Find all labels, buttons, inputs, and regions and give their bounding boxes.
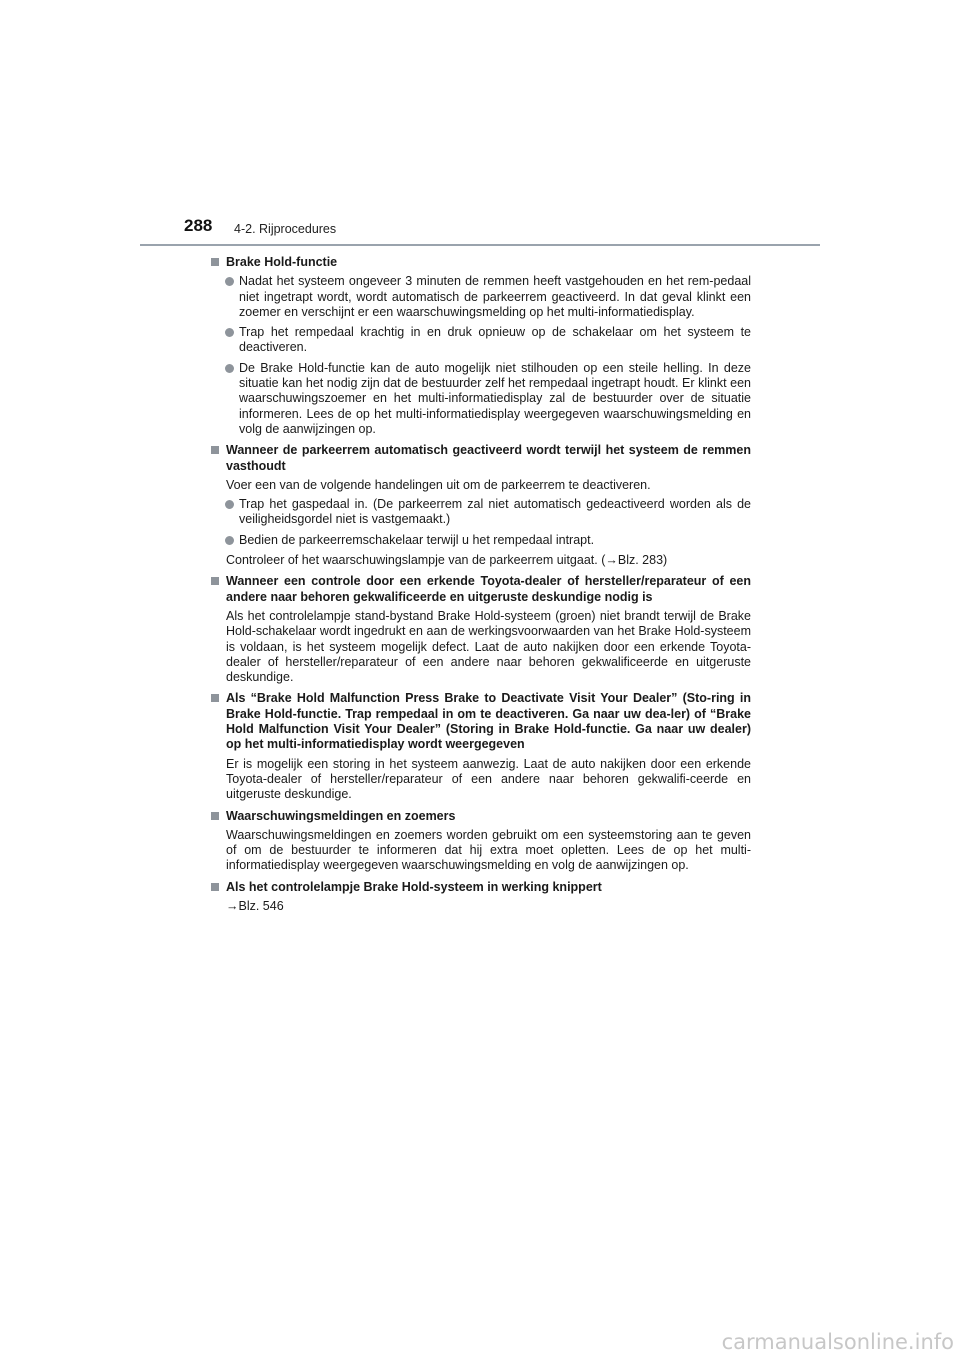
bullet-item: Trap het gaspedaal in. (De parkeerrem zal niet automatisch gedeactiveerd worden als de veiligheidsgordel niet is vastgemaakt.) — [211, 497, 751, 528]
square-bullet-icon — [211, 883, 219, 891]
page-reference[interactable]: Blz. 283) — [617, 553, 668, 568]
section-malfunction-message — [211, 691, 751, 802]
section-indicator-blinking — [211, 880, 751, 915]
square-bullet-icon — [211, 258, 219, 266]
watermark: carmanualsonline.info — [721, 1330, 954, 1354]
section-heading: Wanneer een controle door een erkende Toyota-dealer of hersteller/reparateur of een andere naar behoren gekwalificeerde en uitgeruste deskundige nodig is — [211, 574, 751, 605]
section-dealer-check — [211, 574, 751, 685]
main-content — [211, 255, 751, 920]
bullet-item: Trap het rempedaal krachtig in en druk opnieuw op de schakelaar om het systeem te deactiveren. — [211, 325, 751, 356]
circle-bullet-icon — [225, 364, 234, 373]
section-title: 4-2. Rijprocedures — [234, 222, 337, 236]
header-rule — [140, 244, 820, 246]
page-number: 288 — [184, 216, 213, 235]
square-bullet-icon — [211, 812, 219, 820]
page-header — [184, 216, 820, 246]
paragraph: Voer een van de volgende handelingen uit om de parkeerrem te deactiveren. — [226, 477, 651, 492]
section-parking-brake — [211, 443, 751, 568]
circle-bullet-icon — [225, 536, 234, 545]
paragraph — [211, 899, 751, 914]
bullet-item: De Brake Hold-functie kan de auto mogelijk niet stilhouden op een steile helling. In deze situatie kan het nodig zijn dat de bestuurder zelf het rempedaal ingetrapt houdt. Er klinkt een waarschuwingszoemer en het multi-informatiedisplay zal de bestuurder over de situatie informeren. Lees de op het multi-informatiedisplay weergegeven waarschuwingsmelding en volg de aanwijzingen op. — [211, 361, 751, 437]
section-warnings-buzzers — [211, 809, 751, 874]
bullet-item: Nadat het systeem ongeveer 3 minuten de remmen heeft vastgehouden en het rem-pedaal niet ingetrapt wordt, wordt automatisch de parkeerrem geactiveerd. In dat geval klinkt een zoemer en verschijnt er een waarschuwingsmelding op het multi-informatiedisplay. — [211, 274, 751, 320]
section-brake-hold — [211, 255, 751, 437]
circle-bullet-icon — [225, 328, 234, 337]
section-heading: Als “Brake Hold Malfunction Press Brake to Deactivate Visit Your Dealer” (Sto-ring in Brake Hold-functie. Trap rempedaal in om te deactiveren. Ga naar uw dea-ler) of “Brake Hold Malfunction Visit Your Dealer” (Storing in Brake Hold-functie. Ga naar uw dealer) op het multi-informatiedisplay wordt weergegeven — [211, 691, 751, 752]
paragraph: Controleer of het waarschuwingslampje van de parkeerrem uitgaat. (→Blz. 283) — [226, 553, 668, 568]
paragraph: Waarschuwingsmeldingen en zoemers worden gebruikt om een systeemstoring aan te geven of om de bestuurder te informeren dat hij extra moet opletten. Lees de op het multi-informatiedisplay weergegeven waarschuwingsmelding en volg de aanwijzingen op. — [226, 827, 751, 873]
circle-bullet-icon — [225, 500, 234, 509]
page-reference[interactable]: Blz. 546 — [238, 898, 284, 913]
section-heading: Waarschuwingsmeldingen en zoemers — [211, 809, 751, 824]
paragraph: Er is mogelijk een storing in het systeem aanwezig. Laat de auto nakijken door een erkende Toyota-dealer of hersteller/reparateur of een andere naar behoren gekwalifi-ceerde en uitgeruste deskundige. — [226, 756, 751, 802]
paragraph: Als het controlelampje stand-bystand Brake Hold-systeem (groen) niet brandt terwijl de Brake Hold-schakelaar wordt ingedrukt en aan de werkingsvoorwaarden van het Brake Hold-systeem is voldaan, is het systeem mogelijk defect. Laat de auto nakijken door een erkende Toyota-dealer of hersteller/reparateur of een andere naar behoren gekwalificeerde en uitgeruste deskundige. — [226, 608, 751, 685]
arrow-right-icon: → — [605, 553, 618, 568]
section-heading: Wanneer de parkeerrem automatisch geactiveerd wordt terwijl het systeem de remmen vasthoudt — [211, 443, 751, 474]
section-heading: Brake Hold-functie — [211, 255, 751, 270]
square-bullet-icon — [211, 446, 219, 454]
square-bullet-icon — [211, 694, 219, 702]
square-bullet-icon — [211, 577, 219, 585]
arrow-right-icon: → — [226, 898, 239, 913]
circle-bullet-icon — [225, 277, 234, 286]
section-heading: Als het controlelampje Brake Hold-systeem in werking knippert — [211, 880, 751, 895]
bullet-item: Bedien de parkeerremschakelaar terwijl u het rempedaal intrapt. — [211, 533, 751, 548]
